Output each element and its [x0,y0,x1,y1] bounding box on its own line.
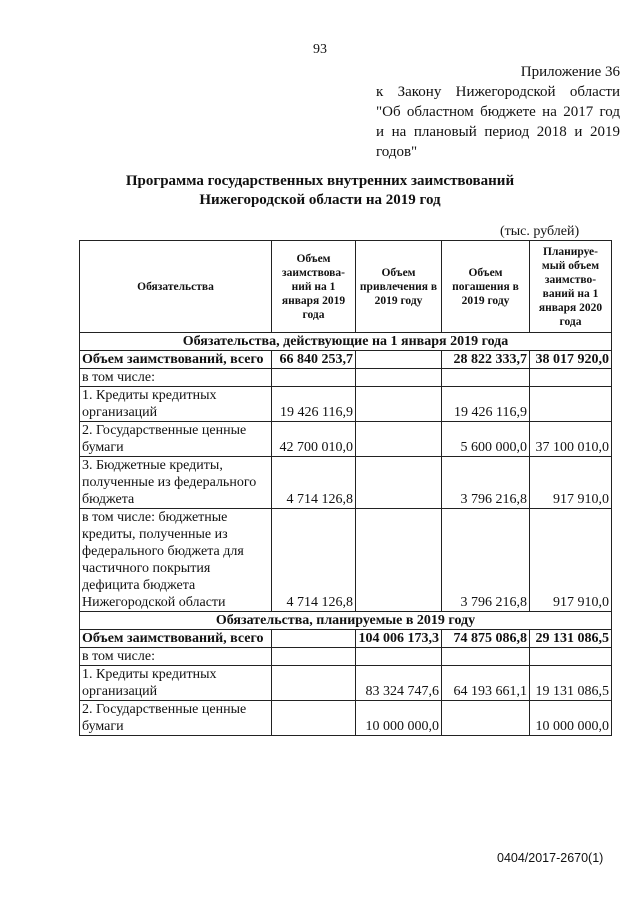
row-value [356,509,442,612]
row-value [442,701,530,736]
row-value: 29 131 086,5 [530,630,612,648]
row-value: 3 796 216,8 [442,457,530,509]
appendix-line-5: годов" [376,144,418,160]
appendix-header [376,62,620,162]
title-line-2: Нижегородской области на 2019 год [199,192,441,208]
row-label: в том числе: бюджетные кредиты, полученные из федерального бюджета для частичного покрытия дефицита бюджета Нижегородской области [80,509,272,612]
row-label: 1. Кредиты кредитных организаций [80,387,272,422]
row-value: 74 875 086,8 [442,630,530,648]
appendix-line-3: "Об областном бюджете на 2017 год [376,104,620,120]
row-label: Объем заимствований, всего [80,630,272,648]
row-value: 19 426 116,9 [272,387,356,422]
table-header-row [80,241,612,333]
row-value [356,387,442,422]
table-row [80,701,612,736]
row-label: 3. Бюджетные кредиты, полученные из федерального бюджета [80,457,272,509]
row-value [442,369,530,387]
header-volume-end: Планируе- мый объем заимство- ваний на 1 января 2020 года [530,241,612,333]
row-value: 10 000 000,0 [530,701,612,736]
title-line-1: Программа государственных внутренних заимствований [125,173,515,189]
row-value [272,648,356,666]
page-number: 93 [313,42,327,57]
row-value [442,648,530,666]
row-value [356,369,442,387]
section-title: Обязательства, планируемые в 2019 году [80,612,612,630]
section-row [80,333,612,351]
row-value [356,422,442,457]
row-value: 917 910,0 [530,457,612,509]
row-value [530,369,612,387]
borrowing-program-table [79,240,612,736]
document-code: 0404/2017-2670(1) [497,851,604,865]
row-value: 19 426 116,9 [442,387,530,422]
row-value: 42 700 010,0 [272,422,356,457]
row-value: 38 017 920,0 [530,351,612,369]
table-row [80,387,612,422]
appendix-line-4: и на плановый период 2018 и 2019 [376,124,620,140]
appendix-line-1: Приложение 36 [520,64,620,80]
row-value [356,351,442,369]
table-row [80,369,612,387]
units-note: (тыс. рублей) [500,224,580,239]
row-value: 4 714 126,8 [272,509,356,612]
row-value: 28 822 333,7 [442,351,530,369]
row-value: 37 100 010,0 [530,422,612,457]
row-value: 66 840 253,7 [272,351,356,369]
row-value [356,457,442,509]
section-title: Обязательства, действующие на 1 января 2019 года [80,333,612,351]
table-row [80,422,612,457]
row-label: 2. Государственные ценные бумаги [80,422,272,457]
section-row [80,612,612,630]
header-attraction: Объем привлечения в 2019 году [356,241,442,333]
row-value: 5 600 000,0 [442,422,530,457]
table-row [80,630,612,648]
row-value [530,387,612,422]
row-label: Объем заимствований, всего [80,351,272,369]
table-row [80,509,612,612]
table-row [80,666,612,701]
row-value: 64 193 661,1 [442,666,530,701]
header-volume-start: Объем заимствова- ний на 1 января 2019 года [272,241,356,333]
row-value [272,369,356,387]
row-value [530,648,612,666]
row-value [272,666,356,701]
row-value: 917 910,0 [530,509,612,612]
row-label: 1. Кредиты кредитных организаций [80,666,272,701]
row-value: 3 796 216,8 [442,509,530,612]
row-value: 104 006 173,3 [356,630,442,648]
row-label: в том числе: [80,648,272,666]
row-value [356,648,442,666]
row-label: в том числе: [80,369,272,387]
row-value: 83 324 747,6 [356,666,442,701]
row-value [272,701,356,736]
appendix-line-2: к Закону Нижегородской области [376,84,620,100]
header-repayment: Объем погашения в 2019 году [442,241,530,333]
table-row [80,648,612,666]
document-title [0,172,640,210]
row-value: 19 131 086,5 [530,666,612,701]
table-body [80,333,612,736]
row-label: 2. Государственные ценные бумаги [80,701,272,736]
table-row [80,351,612,369]
row-value [272,630,356,648]
table-row [80,457,612,509]
header-obligations: Обязательства [80,241,272,333]
row-value: 4 714 126,8 [272,457,356,509]
row-value: 10 000 000,0 [356,701,442,736]
